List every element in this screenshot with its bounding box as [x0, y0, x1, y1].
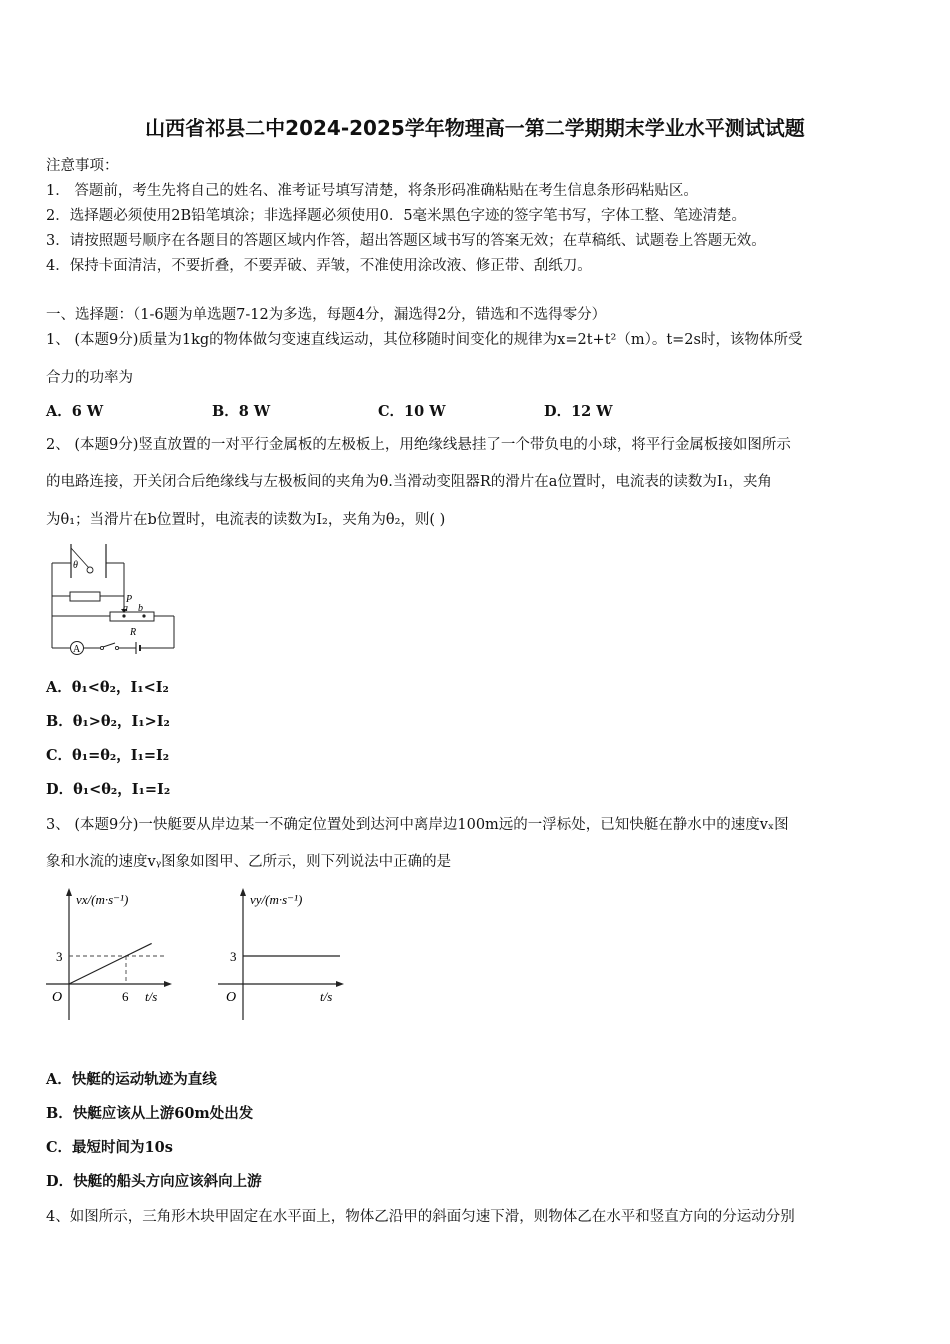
ammeter-label: A	[73, 644, 81, 655]
q1-line1: 1、 (本题9分)质量为1kg的物体做匀变速直线运动，其位移随时间变化的规律为x=2t+t²（m）。t=2s时，该物体所受	[46, 332, 803, 348]
switch	[103, 643, 115, 647]
q1-option-c: C．10 W	[378, 403, 446, 420]
q3-option-c: C．最短时间为10s	[46, 1139, 173, 1156]
q1-option-b: B．8 W	[212, 403, 271, 420]
q1-option-d: D．12 W	[544, 403, 613, 420]
vx-x-label: t/s	[145, 989, 158, 1004]
q3-line2: 象和水流的速度vᵧ图象如图甲、乙所示，则下列说法中正确的是	[46, 854, 452, 870]
b-label: b	[138, 603, 143, 614]
q2-line1: 2、 (本题9分)竖直放置的一对平行金属板的左极板上，用绝缘线悬挂了一个带负电的小球，将平行金属板接如图所示	[46, 437, 791, 453]
q2-line3: 为θ₁；当滑片在b位置时，电流表的读数为I₂，夹角为θ₂，则( )	[46, 512, 446, 528]
q2-option-d: D．θ₁<θ₂，I₁=I₂	[46, 781, 171, 798]
circuit-diagram	[44, 538, 184, 662]
q2-option-c: C．θ₁=θ₂，I₁=I₂	[46, 747, 170, 764]
a-label: a	[123, 603, 128, 614]
notice-heading: 注意事项：	[46, 158, 119, 174]
vx-origin-label: O	[52, 990, 63, 1005]
p-label: P	[126, 594, 133, 605]
r-label: R	[130, 627, 137, 638]
fixed-resistor	[70, 592, 100, 601]
q2-option-a: A．θ₁<θ₂，I₁<I₂	[46, 679, 169, 696]
q1-option-a: A．6 W	[46, 403, 104, 420]
vx-time-graph	[44, 884, 174, 1024]
section-heading: 一、选择题：（1-6题为单选题7-12为多选，每题4分，漏选得2分，错选和不选得零分）	[46, 307, 607, 323]
q2-option-b: B．θ₁>θ₂，I₁>I₂	[46, 713, 170, 730]
page-title: 山西省祁县二中2024-2025学年物理高一第二学期期末学业水平测试试题	[145, 116, 805, 140]
vy-x-label: t/s	[320, 989, 333, 1004]
rheostat-r	[110, 612, 154, 621]
q3-option-a: A．快艇的运动轨迹为直线	[46, 1071, 217, 1088]
vy-origin-label: O	[226, 990, 237, 1005]
q1-line2: 合力的功率为	[46, 370, 133, 386]
q3-line1: 3、 (本题9分)一快艇要从岸边某一不确定位置处到达河中离岸边100m远的一浮标处，已知快艇在静水中的速度vₓ图	[46, 817, 789, 833]
notice-item-1: 1． 答题前，考生先将自己的姓名、准考证号填写清楚，将条形码准确粘贴在考生信息条形码粘贴区。	[46, 183, 698, 199]
vx-y-label: vx/(m·s⁻¹)	[76, 892, 129, 907]
theta-label: θ	[73, 560, 78, 571]
notice-item-4: 4．保持卡面清洁，不要折叠，不要弄破、弄皱，不准使用涂改液、修正带、刮纸刀。	[46, 258, 592, 274]
q2-line2: 的电路连接，开关闭合后绝缘线与左极板间的夹角为θ.当滑动变阻器R的滑片在a位置时，电流表的读数为I₁，夹角	[46, 474, 772, 490]
q4-line1: 4、如图所示，三角形木块甲固定在水平面上，物体乙沿甲的斜面匀速下滑，则物体乙在水平和竖直方向的分运动分别	[46, 1209, 795, 1225]
charged-ball	[87, 567, 93, 573]
q3-option-b: B．快艇应该从上游60m处出发	[46, 1105, 254, 1122]
q3-option-d: D．快艇的船头方向应该斜向上游	[46, 1173, 262, 1190]
vy-time-graph	[216, 884, 346, 1024]
vx-xtick-label: 6	[122, 989, 129, 1004]
vy-y-label: vy/(m·s⁻¹)	[250, 892, 303, 907]
vy-ytick-label: 3	[230, 949, 237, 964]
vx-series-line	[69, 943, 152, 984]
notice-item-3: 3．请按照题号顺序在各题目的答题区域内作答，超出答题区域书写的答案无效；在草稿纸、试题卷上答题无效。	[46, 233, 766, 249]
notice-item-2: 2．选择题必须使用2B铅笔填涂；非选择题必须使用0．5毫米黑色字迹的签字笔书写，字体工整、笔迹清楚。	[46, 208, 747, 224]
vx-ytick-label: 3	[56, 949, 63, 964]
